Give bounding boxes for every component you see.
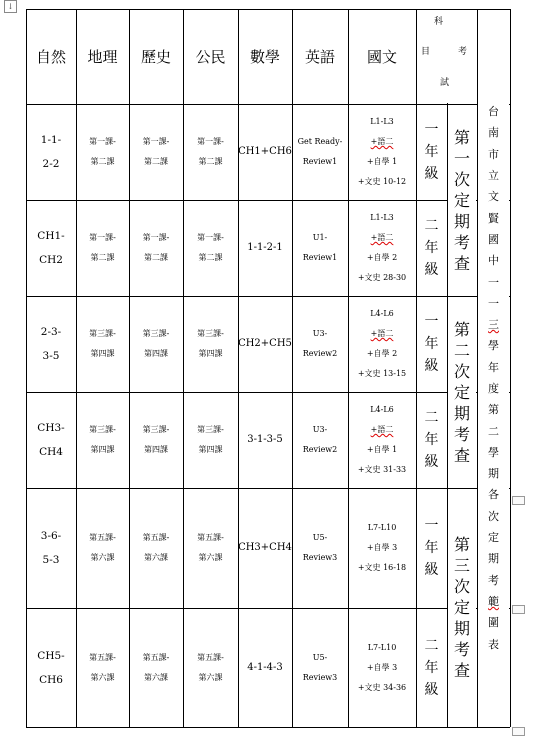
cell-chinese xyxy=(348,392,416,488)
cell-civics xyxy=(183,104,238,200)
exam-char: 第 xyxy=(453,535,470,554)
cell-line: CH3- xyxy=(37,422,65,434)
cell-line: CH2 xyxy=(39,254,63,266)
cell-chinese xyxy=(348,104,416,200)
title-char: 圍 xyxy=(488,616,499,630)
title-char: 各 xyxy=(488,488,499,502)
cell-science xyxy=(26,608,76,727)
cell-line: 第四課 xyxy=(90,445,115,454)
cell-line: 第一課- xyxy=(197,233,224,242)
cell-line: U5- xyxy=(312,652,328,662)
grade-char: 級 xyxy=(424,262,439,278)
exam-char: 定 xyxy=(453,382,470,402)
corner-label: 科 xyxy=(434,17,444,27)
cell-geography xyxy=(76,200,129,296)
cell-line: +自學 3 xyxy=(366,662,398,672)
cell-line: 2-2 xyxy=(42,158,60,170)
cell-line: 4-1-4-3 xyxy=(247,661,283,673)
grade-char: 級 xyxy=(424,454,439,470)
title-char: 南 xyxy=(488,126,499,140)
header-chinese xyxy=(348,9,416,104)
cell-line: 第二課 xyxy=(144,157,168,166)
title-char: 三 xyxy=(488,318,499,332)
header-label: 數學 xyxy=(249,48,280,66)
cell-line: 1-1- xyxy=(40,134,62,146)
cell-line: 第四課 xyxy=(198,349,223,358)
cell-line: 第六課 xyxy=(198,553,223,562)
exam-char: 次 xyxy=(453,577,470,596)
cell-line: CH3+CH4 xyxy=(238,542,292,553)
cell-english xyxy=(292,296,348,392)
title-char: 市 xyxy=(488,147,499,161)
cell-line: 第五課- xyxy=(197,652,224,662)
cell-line: 第四課 xyxy=(144,445,168,454)
title-char: 文 xyxy=(488,190,499,204)
cell-line: 第三課- xyxy=(142,425,170,434)
grade-char: 年 xyxy=(424,336,439,352)
title-char: 期 xyxy=(488,552,499,566)
cell-line: +文史 13-15 xyxy=(357,369,407,378)
exam-char: 定 xyxy=(453,598,470,617)
cell-line: 5-3 xyxy=(42,554,60,566)
grade-label xyxy=(416,608,447,727)
cell-math xyxy=(238,104,292,200)
cell-history xyxy=(129,296,183,392)
cell-line: +文史 16-18 xyxy=(357,563,407,572)
row-insert-handle-icon xyxy=(512,605,525,614)
grade-char: 二 xyxy=(424,218,439,234)
exam-period-label xyxy=(447,296,477,488)
exam-period-label xyxy=(447,104,477,296)
grade-char: 一 xyxy=(424,518,439,534)
exam-char: 查 xyxy=(453,253,470,273)
cell-civics xyxy=(183,200,238,296)
cell-line: +文史 31-33 xyxy=(357,465,407,474)
exam-char: 期 xyxy=(453,403,470,423)
grade-label xyxy=(416,392,447,488)
table-border-line xyxy=(26,727,510,728)
cell-line: L4-L6 xyxy=(370,405,394,414)
grade-label xyxy=(416,296,447,392)
cell-line: +自學 1 xyxy=(366,445,398,454)
exam-char: 一 xyxy=(453,148,470,168)
cell-line: +自學 2 xyxy=(366,253,398,262)
cell-line: 第二課 xyxy=(90,253,115,262)
title-char: 次 xyxy=(488,509,499,523)
exam-char: 考 xyxy=(453,424,470,444)
cell-line: 3-5 xyxy=(42,350,60,362)
exam-char: 三 xyxy=(453,556,470,575)
cell-civics xyxy=(183,608,238,727)
cell-line: 第五課- xyxy=(142,533,170,542)
exam-char: 第 xyxy=(453,127,470,147)
cell-english xyxy=(292,104,348,200)
cell-line: +語二 xyxy=(370,329,394,338)
title-char: 立 xyxy=(488,169,499,183)
cell-line: L7-L10 xyxy=(367,523,397,532)
title-char: 範 xyxy=(488,594,499,608)
cell-line: 第六課 xyxy=(144,553,168,562)
cell-line: 第三課- xyxy=(89,425,116,434)
cell-line: L4-L6 xyxy=(370,309,394,318)
cell-chinese xyxy=(348,608,416,727)
cell-line: Review3 xyxy=(302,553,338,562)
cell-geography xyxy=(76,608,129,727)
cell-line: 第六課 xyxy=(144,672,168,682)
cell-history xyxy=(129,104,183,200)
cell-chinese xyxy=(348,296,416,392)
title-char: 期 xyxy=(488,467,499,481)
header-science xyxy=(26,9,76,104)
cell-line: Review2 xyxy=(302,445,338,454)
title-char: 第 xyxy=(488,403,499,417)
cell-geography xyxy=(76,104,129,200)
cell-math xyxy=(238,200,292,296)
grade-label xyxy=(416,200,447,296)
cell-line: 第五課- xyxy=(142,652,170,662)
cell-english xyxy=(292,200,348,296)
grade-char: 級 xyxy=(424,166,439,182)
cell-science xyxy=(26,392,76,488)
cell-line: +語二 xyxy=(370,233,394,242)
cell-line: 第二課 xyxy=(90,157,115,166)
header-civics xyxy=(183,9,238,104)
grade-char: 一 xyxy=(424,314,439,330)
cell-line: 第四課 xyxy=(144,349,168,358)
cell-line: 第一課- xyxy=(89,233,116,242)
cell-math xyxy=(238,488,292,608)
grade-label xyxy=(416,104,447,200)
grade-char: 二 xyxy=(424,410,439,426)
cell-science xyxy=(26,200,76,296)
grade-char: 二 xyxy=(424,637,439,654)
cell-math xyxy=(238,296,292,392)
cell-science xyxy=(26,488,76,608)
header-label: 歷史 xyxy=(140,48,171,66)
header-geography xyxy=(76,9,129,104)
cell-line: 第四課 xyxy=(198,445,223,454)
cell-line: +自學 1 xyxy=(366,157,398,166)
cell-merge-mask xyxy=(446,10,448,103)
cell-line: 第三課- xyxy=(89,329,116,338)
cell-english xyxy=(292,608,348,727)
header-label: 英語 xyxy=(304,48,335,66)
cell-chinese xyxy=(348,488,416,608)
exam-char: 第 xyxy=(453,319,470,339)
cell-chinese xyxy=(348,200,416,296)
cell-line: 第一課- xyxy=(197,137,224,146)
table-move-handle-icon[interactable]: ↓ xyxy=(4,0,17,13)
title-char: 台 xyxy=(488,105,499,119)
cell-science xyxy=(26,296,76,392)
exam-period-label xyxy=(447,488,477,727)
cell-line: 第五課- xyxy=(89,652,116,662)
row-insert-handle-icon xyxy=(512,496,525,505)
cell-line: U1- xyxy=(312,233,328,242)
cell-line: CH6 xyxy=(39,673,63,686)
cell-line: +文史 10-12 xyxy=(357,177,407,186)
header-english xyxy=(292,9,348,104)
title-char: 二 xyxy=(488,424,499,438)
cell-line: 3-1-3-5 xyxy=(247,434,283,445)
cell-line: CH1- xyxy=(37,230,65,242)
cell-line: 第二課 xyxy=(198,157,223,166)
cell-history xyxy=(129,392,183,488)
grade-char: 級 xyxy=(424,681,439,698)
cell-line: L7-L10 xyxy=(367,642,397,652)
cell-civics xyxy=(183,488,238,608)
cell-civics xyxy=(183,296,238,392)
grade-char: 級 xyxy=(424,562,439,578)
grade-char: 年 xyxy=(424,144,439,160)
grade-char: 一 xyxy=(424,122,439,138)
cell-line: 第一課- xyxy=(89,137,116,146)
cell-line: L1-L3 xyxy=(370,213,394,222)
exam-char: 二 xyxy=(453,340,470,360)
exam-char: 考 xyxy=(453,640,470,659)
cell-geography xyxy=(76,392,129,488)
cell-line: CH2+CH5 xyxy=(238,338,292,349)
cell-line: +自學 3 xyxy=(366,543,398,552)
title-char: 一 xyxy=(488,296,499,310)
cell-line: 第四課 xyxy=(90,349,115,358)
title-char: 賢 xyxy=(488,211,499,225)
cell-line: CH4 xyxy=(39,446,63,458)
cell-line: Review1 xyxy=(302,253,338,262)
cell-line: 第五課- xyxy=(89,533,116,542)
grade-char: 年 xyxy=(424,240,439,256)
cell-line: 第六課 xyxy=(198,672,223,682)
cell-english xyxy=(292,392,348,488)
cell-line: CH1+CH6 xyxy=(238,146,292,157)
cell-line: U5- xyxy=(312,533,328,542)
cell-line: 第六課 xyxy=(90,553,115,562)
cell-line: L1-L3 xyxy=(370,117,394,126)
cell-line: 第六課 xyxy=(90,672,115,682)
exam-char: 次 xyxy=(453,361,470,381)
title-char: 年 xyxy=(488,360,499,374)
title-char: 國 xyxy=(488,232,499,246)
cell-line: U3- xyxy=(312,425,328,434)
cell-line: +語二 xyxy=(370,425,394,434)
table-resize-handle-icon[interactable] xyxy=(512,727,525,736)
cell-line: +自學 2 xyxy=(366,349,398,358)
cell-line: CH5- xyxy=(37,649,65,662)
cell-history xyxy=(129,200,183,296)
exam-char: 期 xyxy=(453,619,470,638)
exam-char: 考 xyxy=(453,232,470,252)
cell-line: Review2 xyxy=(302,349,338,358)
cell-math xyxy=(238,608,292,727)
cell-line: +文史 28-30 xyxy=(357,273,407,282)
cell-line: Review1 xyxy=(302,157,338,166)
header-label: 地理 xyxy=(87,48,118,66)
cell-line: 第二課 xyxy=(198,253,223,262)
cell-line: 第三課- xyxy=(197,329,224,338)
cell-line: +語二 xyxy=(370,137,394,146)
cell-math xyxy=(238,392,292,488)
header-history xyxy=(129,9,183,104)
title-char: 考 xyxy=(488,573,499,587)
title-char: 中 xyxy=(488,254,499,268)
grade-char: 年 xyxy=(424,432,439,448)
cell-line: 第一課- xyxy=(142,233,170,242)
cell-english xyxy=(292,488,348,608)
document-title xyxy=(477,39,510,717)
corner-label: 試 xyxy=(440,78,450,88)
cell-line: 第三課- xyxy=(142,329,170,338)
title-char: 學 xyxy=(488,445,499,459)
cell-line: 3-6- xyxy=(40,530,62,542)
cell-line: 第五課- xyxy=(197,533,224,542)
cell-line: 第二課 xyxy=(144,253,168,262)
exam-char: 查 xyxy=(453,445,470,465)
cell-geography xyxy=(76,488,129,608)
cell-line: Get Ready- xyxy=(297,137,343,146)
cell-line: Review3 xyxy=(302,672,338,682)
cell-line: 第一課- xyxy=(142,137,170,146)
exam-char: 期 xyxy=(453,211,470,231)
grade-char: 年 xyxy=(424,659,439,676)
cell-history xyxy=(129,608,183,727)
cell-line: 2-3- xyxy=(40,326,62,338)
cell-line: U3- xyxy=(312,329,328,338)
cell-line: +文史 34-36 xyxy=(357,682,407,692)
title-char: 度 xyxy=(488,382,499,395)
header-math xyxy=(238,9,292,104)
title-char: 表 xyxy=(488,637,499,651)
grade-char: 年 xyxy=(424,540,439,556)
corner-label: 考 xyxy=(458,47,468,57)
exam-char: 定 xyxy=(453,190,470,210)
table-border-line xyxy=(510,9,511,727)
cell-science xyxy=(26,104,76,200)
grade-char: 級 xyxy=(424,358,439,374)
grade-label xyxy=(416,488,447,608)
header-label: 國文 xyxy=(366,48,397,66)
exam-char: 次 xyxy=(453,169,470,189)
exam-char: 查 xyxy=(453,661,470,680)
header-label: 自然 xyxy=(35,48,66,66)
header-label: 公民 xyxy=(195,48,226,66)
cell-history xyxy=(129,488,183,608)
cell-line: 第三課- xyxy=(197,425,224,434)
cell-line: 1-1-2-1 xyxy=(247,242,283,253)
cell-geography xyxy=(76,296,129,392)
corner-label: 目 xyxy=(421,47,431,57)
title-char: 定 xyxy=(488,531,499,545)
cell-civics xyxy=(183,392,238,488)
title-char: 一 xyxy=(488,275,499,289)
title-char: 學 xyxy=(488,339,499,353)
